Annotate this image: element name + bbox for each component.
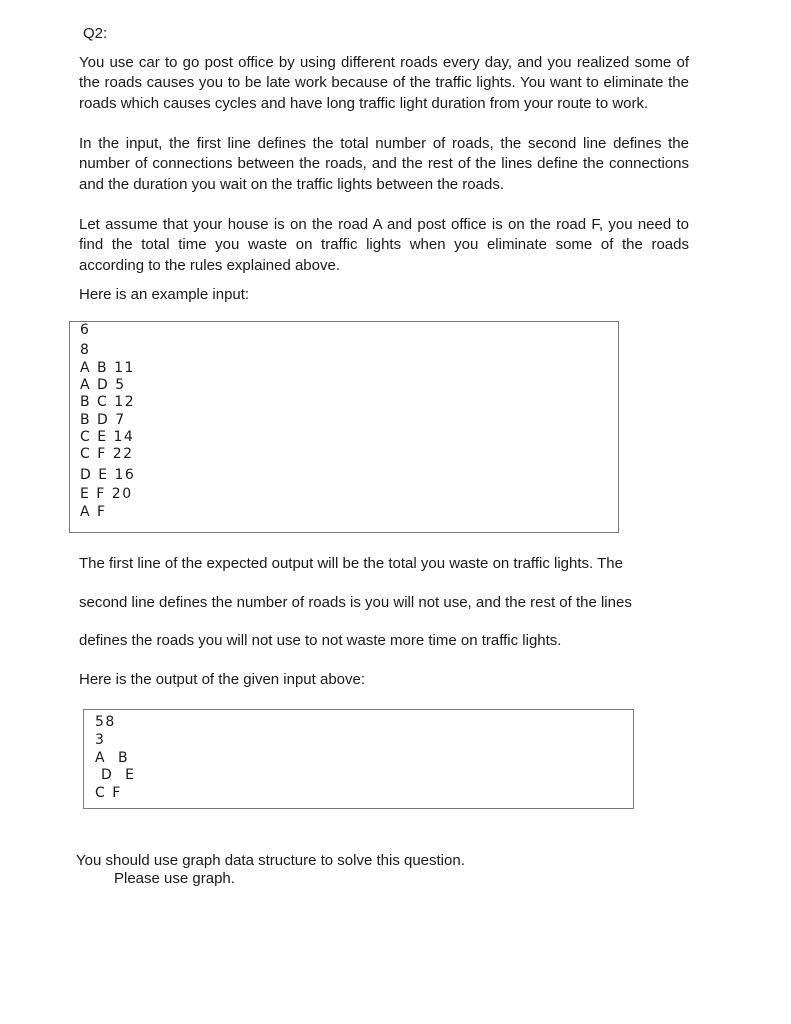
input-line: C E 14 bbox=[80, 429, 135, 445]
input-line: C F 22 bbox=[80, 446, 134, 462]
input-line: E F 20 bbox=[80, 486, 133, 502]
output-line: 58 bbox=[95, 714, 116, 730]
example-input-box bbox=[69, 321, 619, 533]
output-line: A B bbox=[95, 750, 130, 766]
input-line: D E 16 bbox=[80, 467, 136, 483]
output-line: 3 bbox=[95, 732, 106, 748]
output-description-line-3: defines the roads you will not use to not waste more time on traffic lights. bbox=[79, 632, 562, 649]
input-line: B C 12 bbox=[80, 394, 136, 410]
problem-paragraph-1: You use car to go post office by using different roads every day, and you realized some of the roads causes you to be late work because of the traffic lights. You want to eliminate the roads which causes cycles and have long traffic light duration from your route to work. bbox=[79, 54, 689, 112]
input-line: 6 bbox=[80, 322, 91, 338]
output-line: D E bbox=[95, 767, 136, 783]
problem-paragraph-3: Let assume that your house is on the road A and post office is on the road F, you need to find the total time you waste on traffic lights when you eliminate some of the roads according to the rules explained above. bbox=[79, 216, 689, 274]
input-intro: Here is an example input: bbox=[79, 286, 250, 303]
example-output-box bbox=[83, 709, 634, 809]
graph-note-line-1: You should use graph data structure to solve this question. bbox=[76, 852, 465, 869]
output-line: C F bbox=[95, 785, 122, 801]
input-line: A D 5 bbox=[80, 377, 126, 393]
input-line: B D 7 bbox=[80, 412, 126, 428]
question-title: Q2: bbox=[83, 25, 108, 42]
output-description-line-2: second line defines the number of roads is you will not use, and the rest of the lines bbox=[79, 594, 632, 611]
input-line: A F bbox=[80, 504, 107, 520]
problem-paragraph-2: In the input, the first line defines the total number of roads, the second line defines the number of connections between the roads, and the rest of the lines define the connections and the duration you wait on the traffic lights between the roads. bbox=[79, 135, 689, 193]
input-line: A B 11 bbox=[80, 360, 135, 376]
graph-note-line-2: Please use graph. bbox=[114, 870, 235, 887]
input-line: 8 bbox=[80, 342, 91, 358]
output-description-line-1: The first line of the expected output will be the total you waste on traffic lights. The bbox=[79, 555, 623, 572]
output-intro: Here is the output of the given input above: bbox=[79, 671, 366, 688]
